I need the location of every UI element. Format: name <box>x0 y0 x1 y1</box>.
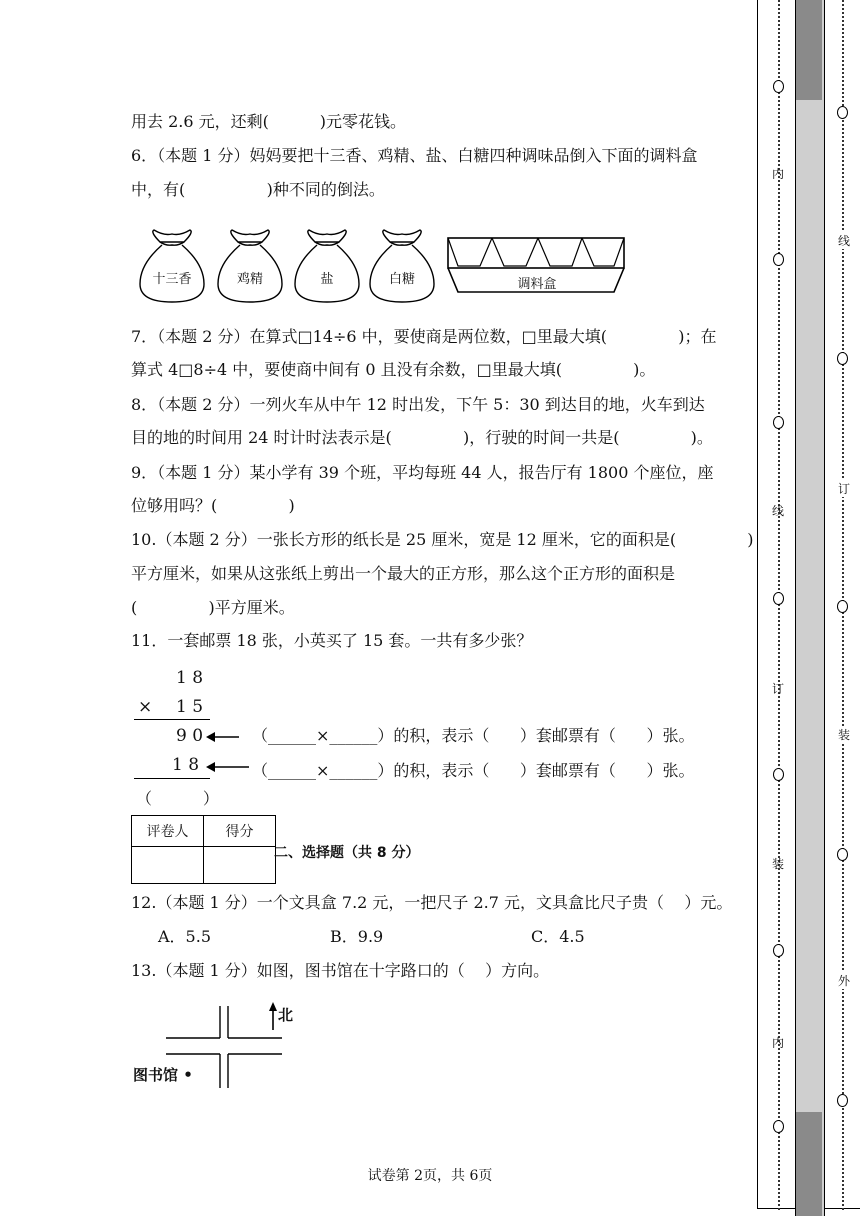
library-label: 图书馆 • <box>133 1066 193 1084</box>
bag-label: 盐 <box>320 272 334 287</box>
mult-rule-2 <box>134 778 210 779</box>
score-table <box>131 815 276 884</box>
q13-line: 13.（本题 1 分）如图，图书馆在十字路口的（ ）方向。 <box>131 961 550 980</box>
mult-bottom: 1 5 <box>176 697 204 717</box>
q12-option-b[interactable]: B．9.9 <box>330 927 384 946</box>
q7-line2: 算式 4□8÷4 中，要使商中间有 0 且没有余数，□里最大填( )。 <box>131 360 656 379</box>
strip-label-xian: 线 <box>772 504 785 518</box>
section-title: 二、选择题（共 8 分） <box>274 845 420 861</box>
bag-label: 白糖 <box>388 272 415 287</box>
strip-outer-zhuang: 装 <box>838 728 851 742</box>
mult-times: × <box>138 697 153 717</box>
mult-result: （ ） <box>136 789 219 808</box>
q10-line3: ( )平方厘米。 <box>131 598 295 617</box>
bag-label: 鸡精 <box>236 272 263 287</box>
grader-header: 评卷人 <box>132 816 204 847</box>
mult-top: 1 8 <box>176 668 204 688</box>
strip-label-nei: 内 <box>772 167 785 181</box>
bag-baitang <box>366 228 438 304</box>
q8-line2: 目的地的时间用 24 时计时法表示是( )，行驶的时间一共是( )。 <box>131 428 713 447</box>
strip-label-zhuang: 装 <box>772 857 785 871</box>
q6-line1: 6．（本题 1 分）妈妈要把十三香、鸡精、盐、白糖四种调味品倒入下面的调料盒 <box>131 146 698 165</box>
bag-jijing <box>214 228 286 304</box>
q10-line2: 平方厘米，如果从这张纸上剪出一个最大的正方形，那么这个正方形的面积是 <box>131 564 676 583</box>
seasoning-box <box>446 236 628 296</box>
q12-line: 12.（本题 1 分）一个文具盒 7.2 元，一把尺子 2.7 元，文具盒比尺子贵（ ）元。 <box>131 893 733 912</box>
mult-partial-2: 1 8 <box>172 755 200 775</box>
q11-line: 11．一套邮票 18 张，小英买了 15 套。一共有多少张？ <box>131 631 533 650</box>
arrow-left-icon <box>206 729 240 748</box>
strip-outer-xian: 线 <box>838 234 851 248</box>
score-header: 得分 <box>204 816 276 847</box>
bag-shisanxiang <box>136 228 208 304</box>
binding-strip <box>757 0 860 1216</box>
strip-outer-wai: 外 <box>838 974 851 988</box>
bag-label: 十三香 <box>152 272 192 287</box>
north-label: 北 <box>278 1006 294 1024</box>
mult-note-2: （______×______）的积，表示（ ）套邮票有（ ）张。 <box>252 761 695 780</box>
q9-line1: 9．（本题 1 分）某小学有 39 个班，平均每班 44 人，报告厅有 1800 个座位，座 <box>131 463 714 482</box>
q12-option-a[interactable]: A．5.5 <box>158 927 212 946</box>
q8-line1: 8．（本题 2 分）一列火车从中午 12 时出发，下午 5：30 到达目的地，火车到达 <box>131 395 705 414</box>
bag-yan <box>291 228 363 304</box>
grader-cell[interactable] <box>132 847 204 884</box>
mult-partial-1: 9 0 <box>176 726 204 746</box>
q7-line1: 7．（本题 2 分）在算式□14÷6 中，要使商是两位数，□里最大填( )；在 <box>131 327 717 346</box>
q5-continuation: 用去 2.6 元，还剩( )元零花钱。 <box>131 112 406 131</box>
q9-line2: 位够用吗？( ) <box>131 496 295 515</box>
strip-label-ding: 订 <box>772 682 785 696</box>
box-label: 调料盒 <box>517 277 557 292</box>
q6-line2: 中，有( )种不同的倒法。 <box>131 180 385 199</box>
q10-line1: 10.（本题 2 分）一张长方形的纸长是 25 厘米，宽是 12 厘米，它的面积是( ) <box>131 530 754 549</box>
strip-outer-ding: 订 <box>838 482 851 496</box>
mult-note-1: （______×______）的积，表示（ ）套邮票有（ ）张。 <box>252 726 695 745</box>
arrow-left-icon <box>206 759 250 778</box>
score-cell[interactable] <box>204 847 276 884</box>
q12-option-c[interactable]: C．4.5 <box>531 927 585 946</box>
page-footer: 试卷第 2页，共 6页 <box>367 1168 493 1184</box>
strip-label-nei-2: 内 <box>772 1036 785 1050</box>
mult-rule-1 <box>134 719 210 720</box>
